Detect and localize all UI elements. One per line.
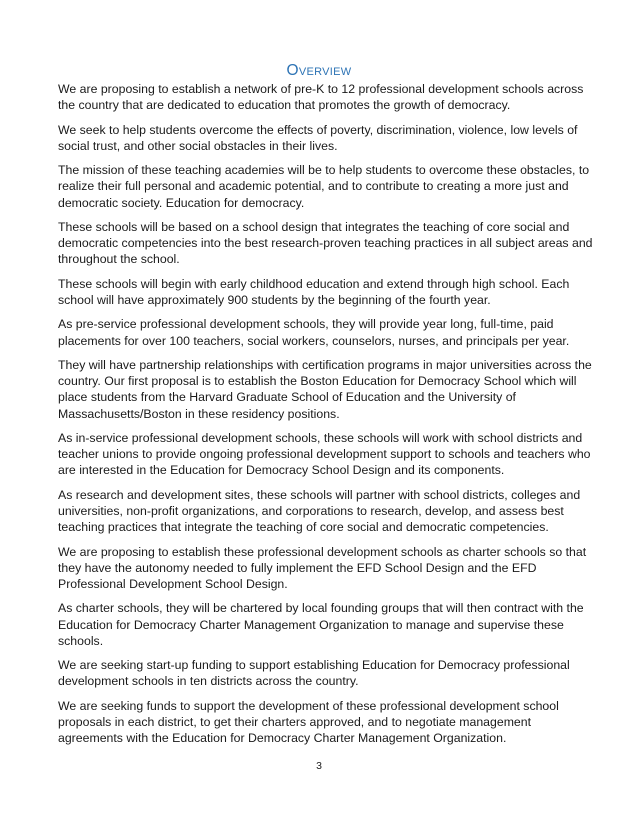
page-number: 3	[316, 760, 322, 772]
paragraph: The mission of these teaching academies will be to help students to overcome these obstacles, to realize their full personal and academic potential, and to contribute to creating a more just and democratic society. Education for democracy.	[58, 163, 590, 210]
paragraph: As research and development sites, these schools will partner with school districts, colleges and universities, non-profit organizations, and corporations to research, develop, and assess best teaching practices that integrate the teaching of core social and democratic competencies.	[58, 487, 581, 535]
paragraph: These schools will begin with early childhood education and extend through high school. Each school will have approximately 900 students by the beginning of the fourth year.	[58, 276, 570, 307]
paragraph: We seek to help students overcome the effects of poverty, discrimination, violence, low levels of social trust, and other social obstacles in their lives.	[58, 122, 578, 153]
paragraph: We are seeking start-up funding to support establishing Education for Democracy professional development schools in ten districts across the country.	[58, 658, 570, 689]
paragraph: We are proposing to establish a network of pre-K to 12 professional development schools across the country that are dedicated to education that promotes the growth of democracy.	[58, 82, 584, 113]
paragraph: They will have partnership relationships with certification programs in major universities across the country. Our first proposal is to establish the Boston Education for Democracy School which will place students from the Harvard Graduate School of Education and the University of Massachusetts/Boston in these residency positions.	[58, 357, 592, 421]
paragraph: We are seeking funds to support the development of these professional development school proposals in each district, to get their charters approved, and to negotiate management agreements with the Education for Democracy Charter Management Organization.	[58, 698, 559, 746]
paragraph: As pre-service professional development schools, they will provide year long, full-time, paid placements for over 100 teachers, social workers, counselors, nurses, and principals per year.	[58, 317, 570, 348]
paragraph: As charter schools, they will be chartered by local founding groups that will then contract with the Education for Democracy Charter Management Organization to manage and supervise these schools.	[58, 601, 584, 648]
document-body	[58, 81, 593, 755]
page-title: Overview	[286, 62, 352, 79]
paragraph: These schools will be based on a school design that integrates the teaching of core social and democratic competencies into the best research-proven teaching practices in all subject areas and throughout the school.	[58, 219, 593, 267]
paragraph: We are proposing to establish these professional development schools as charter schools so that they have the autonomy needed to fully implement the EFD School Design and the EFD Professional Development School Design.	[58, 544, 587, 591]
paragraph: As in-service professional development schools, these schools will work with school districts and teacher unions to provide ongoing professional development support to schools and teachers who are interested in the Education for Democracy School Design and its components.	[58, 430, 591, 478]
